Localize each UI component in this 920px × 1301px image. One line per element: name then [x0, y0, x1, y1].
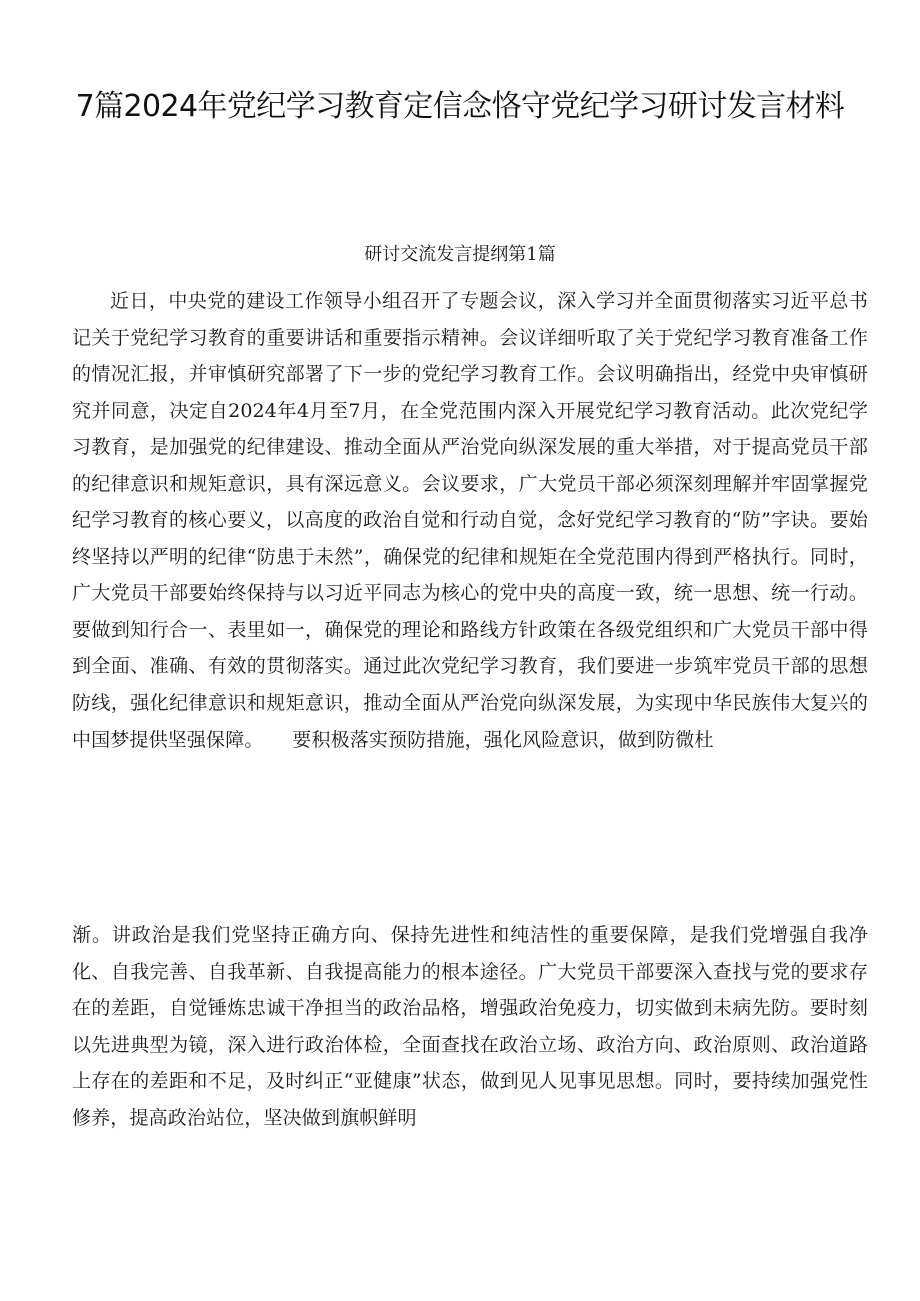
document-title: 7篇2024年党纪学习教育定信念恪守党纪学习研讨发言材料	[75, 89, 845, 124]
body-paragraph: 近日，中央党的建设工作领导小组召开了专题会议，深入学习并全面贯彻落实习近平总书记关于党纪学习教育的重要讲话和重要指示精神。会议详细听取了关于党纪学习教育准备工作的情况汇报，并审慎研究部署了下一步的党纪学习教育工作。会议明确指出，经党中央审慎研究并同意，决定自2024年4月至7月，在全党范围内深入开展党纪学习教育活动。此次党纪学习教育，是加强党的纪律建设、推动全面从严治党向纵深发展的重大举措，对于提高党员干部的纪律意识和规矩意识，具有深远意义。会议要求，广大党员干部必须深刻理解并牢固掌握党纪学习教育的核心要义，以高度的政治自觉和行动自觉，念好党纪学习教育的“防”字诀。要始终坚持以严明的纪律“防患于未然”，确保党的纪律和规矩在全党范围内得到严格执行。同时，广大党员干部要始终保持与以习近平同志为核心的党中央的高度一致，统一思想、统一行动。要做到知行合一、表里如一，确保党的理论和路线方针政策在各级党组织和广大党员干部中得到全面、准确、有效的贯彻落实。通过此次党纪学习教育，我们要进一步筑牢党员干部的思想防线，强化纪律意识和规矩意识，推动全面从严治党向纵深发展，为实现中华民族伟大复兴的中国梦提供坚强保障。 要积极落实预防措施，强化风险意识，做到防微杜	[72, 290, 868, 751]
section-heading: 研讨交流发言提纲第1篇	[364, 244, 556, 265]
body-paragraph: 渐。讲政治是我们党坚持正确方向、保持先进性和纯洁性的重要保障，是我们党增强自我净化、自我完善、自我革新、自我提高能力的根本途径。广大党员干部要深入查找与党的要求存在的差距，自觉锤炼忠诚干净担当的政治品格，增强政治免疫力，切实做到未病先防。要时刻以先进典型为镜，深入进行政治体检，全面查找在政治立场、政治方向、政治原则、政治道路上存在的差距和不足，及时纠正“亚健康”状态，做到见人见事见思想。同时，要持续加强党性修养，提高政治站位，坚决做到旗帜鲜明	[72, 924, 868, 1129]
